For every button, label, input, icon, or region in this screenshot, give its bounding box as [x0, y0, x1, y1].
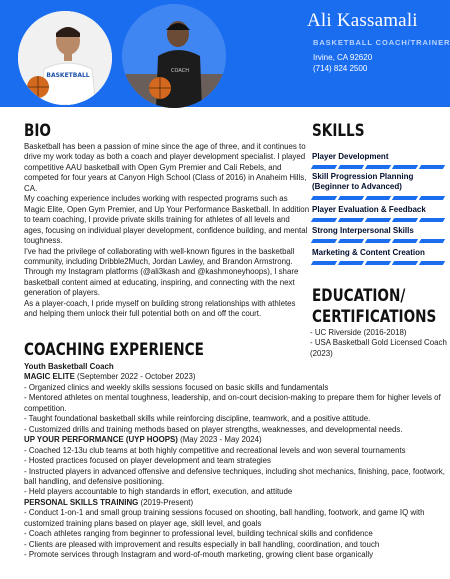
job-bullet: - Organized clinics and weekly skills sessions focused on basic skills and fundamentals [24, 382, 329, 392]
skill-item: Player Evaluation & Feedback [312, 205, 426, 214]
bio-body [24, 142, 310, 320]
job-heading [24, 498, 448, 508]
candidate-name: Ali Kassamali [307, 10, 418, 31]
job-bullet: - Customized drills and training methods based on player strengths, weaknesses, and developmental needs. [24, 424, 403, 434]
skill-rating-bar [312, 196, 444, 200]
education-list [310, 328, 448, 359]
education-heading [312, 286, 436, 328]
job-bullet: - Mentored athletes on mental toughness, leadership, and on-court decision-making to prepare them for higher levels of competition. [24, 393, 441, 413]
bio-heading: BIO [24, 121, 51, 141]
job-bullet: - Taught foundational basketball skills while reinforcing discipline, teamwork, and a positive attitude. [24, 414, 371, 424]
job-title: BASKETBALL COACH/TRAINER [313, 38, 450, 47]
bio-paragraph: Basketball has been a passion of mine since the age of three, and it continues to drive my work today as both a coach and player development specialist. I played competitive AAU basketball with Open Gym Premier and Cali Rebels, and competed for four years at Canyon High School (Class of 2016) in Anaheim Hills, CA. [24, 142, 307, 193]
job-dates: (September 2022 - October 2023) [74, 372, 196, 382]
job-bullet: - Clients are pleased with improvement and results especially in ball handling, coordination, and touch [24, 539, 380, 549]
job-heading [24, 372, 448, 382]
job-org: MAGIC ELITE [24, 372, 75, 382]
job-bullet: - Coach athletes ranging from beginner to professional level, building technical skills and confidence [24, 529, 373, 539]
svg-text:BASKETBALL: BASKETBALL [46, 72, 90, 79]
profile-photo-2 [122, 4, 226, 108]
education-item: - USA Basketball Gold Licensed Coach (2023) [310, 338, 447, 358]
job-bullet: - Hosted practices focused on player development and team strategies [24, 456, 271, 466]
job-heading [24, 435, 448, 445]
education-item: - UC Riverside (2016-2018) [310, 328, 407, 337]
skill-rating-bar [312, 165, 444, 169]
coaching-heading: COACHING EXPERIENCE [24, 340, 204, 360]
svg-text:COACH: COACH [171, 68, 189, 74]
job-bullet: - Instructed players in advanced offensive and defensive techniques, including shot mechanics, finishing, pace, footwork, ball handling, and defensive positioning. [24, 466, 445, 486]
bio-paragraph: My coaching experience includes working with respected programs such as Magic Elite, Open Gym Premier, and Up Your Performance Basketball. In addition to team coaching, I provide private skills training for athletes of all levels and ages, focusing on individual player development, confidence building, and mental toughness. [24, 194, 310, 246]
skill-rating-bar [312, 239, 444, 243]
coaching-role: Youth Basketball Coach [24, 362, 114, 371]
skill-rating-bar [312, 218, 444, 222]
job-org: UP YOUR PERFORMANCE (UYP HOOPS) [24, 435, 178, 445]
skill-item: Strong Interpersonal Skills [312, 226, 414, 235]
bio-paragraph: As a player-coach, I pride myself on building strong relationships with athletes and helping them unlock their full potential both on and off the court. [24, 298, 296, 319]
job-bullet: - Conduct 1-on-1 and small group training sessions focused on shooting, ball handling, footwork, and game IQ with customized training plans based on player age, skill level, and goals [24, 508, 425, 528]
job-bullet: - Held players accountable to high standards in effort, execution, and attitude [24, 487, 293, 497]
education-heading-line: CERTIFICATIONS [312, 307, 437, 327]
skill-item: Marketing & Content Creation [312, 248, 425, 257]
education-heading-line: EDUCATION/ [312, 286, 406, 306]
skill-rating-bar [312, 261, 444, 265]
job-bullet: - Coached 12-13u club teams at both highly competitive and recreational levels and won several tournaments [24, 445, 406, 455]
phone: (714) 824 2500 [313, 64, 368, 73]
job-bullet: - Promote services through Instagram and word-of-mouth marketing, growing client base organically [24, 550, 374, 560]
contact-info [313, 52, 372, 74]
skill-item: Player Development [312, 152, 389, 161]
job-dates: (2019-Present) [138, 497, 194, 507]
job-dates: (May 2023 - May 2024) [177, 435, 262, 445]
skill-item: Skill Progression Planning (Beginner to Advanced) [312, 172, 414, 191]
address: Irvine, CA 92620 [313, 53, 373, 62]
job-org: PERSONAL SKILLS TRAINING [24, 497, 139, 507]
bio-paragraph: I've had the privilege of collaborating with well-known figures in the basketball community, including Dribble2Much, Jordan Lawley, and Brandon Armstrong. Through my Instagram platforms (@ali3kash and @kashmoneyhoops), I share basketball content aimed at educating, inspiring, and connecting with the next generation of players. [24, 246, 299, 298]
coaching-body [24, 362, 448, 561]
profile-photo-1 [18, 11, 112, 105]
skills-heading: SKILLS [312, 121, 365, 141]
